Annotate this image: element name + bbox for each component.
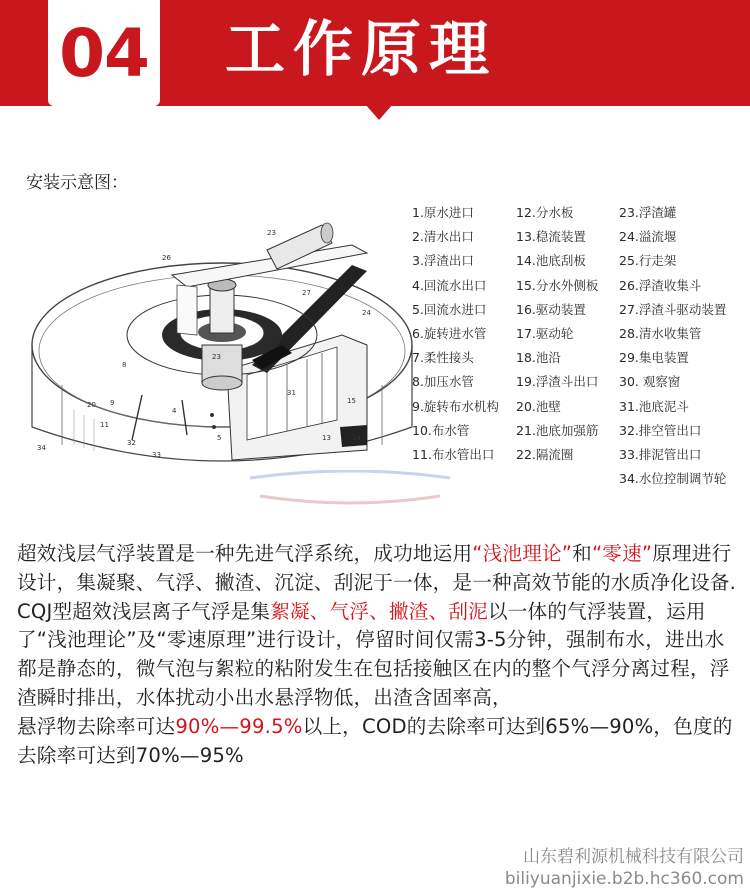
svg-text:5: 5: [217, 434, 222, 442]
section-title: 工作原理: [225, 15, 497, 85]
svg-text:23: 23: [267, 229, 276, 237]
svg-text:23: 23: [212, 353, 221, 361]
legend-item: 33.排泥管出口: [619, 447, 702, 462]
legend-item: 22.隔流圈: [516, 447, 574, 462]
legend-item: 7.柔性接头: [412, 350, 474, 366]
legend-item: 14.池底刮板: [516, 253, 586, 269]
paragraph-2-text: CQJ型超效浅层离子气浮是集: [17, 599, 271, 623]
paragraph-1-text: 超效浅层气浮装置是一种先进气浮系统，成功地运用: [17, 542, 473, 565]
legend-item: 4.回流水出口: [412, 277, 487, 293]
legend-item: 2.清水出口: [412, 229, 474, 245]
highlight-process-steps: 絮凝、气浮、撇渣、刮泥: [270, 599, 488, 623]
legend-item: 13.稳流装置: [516, 229, 586, 245]
legend-item: 5.回流水进口: [412, 301, 487, 317]
svg-text:24: 24: [362, 309, 371, 317]
svg-text:20: 20: [87, 401, 96, 409]
svg-text:33: 33: [152, 451, 161, 459]
legend-item: 30. 观察窗: [619, 374, 681, 390]
diagram-legend: [412, 203, 748, 487]
svg-text:4: 4: [172, 407, 177, 415]
legend-item: 18.池沿: [516, 350, 561, 366]
legend-item: 26.浮渣收集斗: [619, 277, 702, 293]
svg-text:31: 31: [287, 389, 296, 397]
highlight-zero-speed: “零速”: [591, 542, 653, 565]
legend-item: 15.分水外侧板: [516, 277, 599, 293]
legend-item: 8.加压水管: [412, 374, 474, 390]
legend-item: 17.驱动轮: [516, 326, 574, 341]
paragraph-1-rest: 原理进行设计，集凝聚、气浮、撇渣、沉淀、刮泥于一体，是一种高效节能的水质净化设备.: [17, 542, 737, 594]
company-name: 山东碧利源机械科技有限公司: [523, 847, 744, 867]
svg-text:11: 11: [100, 421, 109, 429]
svg-text:13: 13: [322, 434, 331, 442]
svg-text:14: 14: [352, 434, 361, 442]
svg-text:26: 26: [162, 254, 171, 262]
svg-text:27: 27: [302, 289, 311, 297]
svg-text:9: 9: [110, 399, 115, 407]
svg-text:15: 15: [347, 397, 356, 405]
paragraph-1: [17, 540, 737, 598]
legend-item: 6.旋转进水管: [412, 326, 487, 341]
svg-text:32: 32: [127, 439, 136, 447]
legend-item: 32.排空管出口: [619, 422, 702, 438]
legend-item: 34.水位控制调节轮: [619, 471, 727, 487]
faint-watermark-logo: [230, 470, 470, 510]
description-text: [17, 540, 737, 770]
header-banner: [0, 0, 750, 106]
legend-item: 10.布水管: [412, 422, 470, 438]
legend-item: 29.集电装置: [619, 350, 689, 366]
paragraph-2: [17, 598, 737, 713]
highlight-removal-rate: 90%—99.5%: [175, 714, 303, 738]
legend-item: 20.池壁: [516, 398, 561, 414]
banner-pointer-icon: [365, 104, 393, 120]
legend-item: 25.行走架: [619, 253, 677, 269]
paragraph-3-text: 悬浮物去除率可达: [17, 714, 176, 738]
paragraph-2-rest: 以一体的气浮装置，运用了“浅池理论”及“零速原理”进行设计，停留时间仅需3-5分钟，强制布水，进出水都是静态的，微气泡与絮粒的粘附发生在包括接触区在内的整个气浮分离过程，浮渣瞬时排出，水体扰动小出水悬浮物低，出渣含固率高，: [17, 599, 730, 709]
legend-item: 16.驱动装置: [516, 301, 586, 317]
flotation-installation-diagram: [22, 195, 417, 475]
legend-item: 19.浮渣斗出口: [516, 374, 599, 390]
legend-item: 28.清水收集管: [619, 326, 702, 341]
company-url: biliyuanjixie.b2b.hc360.com: [504, 869, 744, 889]
legend-item: 1.原水进口: [412, 205, 474, 220]
legend-item: 3.浮渣出口: [412, 253, 474, 269]
footer-watermark: [505, 846, 744, 890]
legend-item: 31.池底泥斗: [619, 398, 689, 414]
legend-item: 11.布水管出口: [412, 447, 495, 462]
legend-item: 23.浮渣罐: [619, 205, 677, 220]
paragraph-3: [17, 713, 737, 771]
legend-item: 21.池底加强筋: [516, 422, 599, 438]
legend-item: 27.浮渣斗驱动装置: [619, 301, 727, 317]
legend-item: 9.旋转布水机构: [412, 398, 499, 414]
paragraph-3-rest: 以上，COD的去除率可达到65%—90%，色度的去除率可达到70%—95%: [17, 714, 733, 767]
legend-item: 12.分水板: [516, 205, 574, 220]
install-diagram-label: 安装示意图：: [26, 173, 128, 193]
legend-item: 24.溢流堰: [619, 229, 677, 245]
paragraph-1-and: 和: [572, 542, 592, 565]
svg-text:8: 8: [122, 361, 127, 369]
highlight-shallow-pool-theory: “浅池理论”: [472, 542, 573, 565]
section-number: 04: [59, 15, 149, 92]
svg-text:34: 34: [37, 444, 46, 452]
